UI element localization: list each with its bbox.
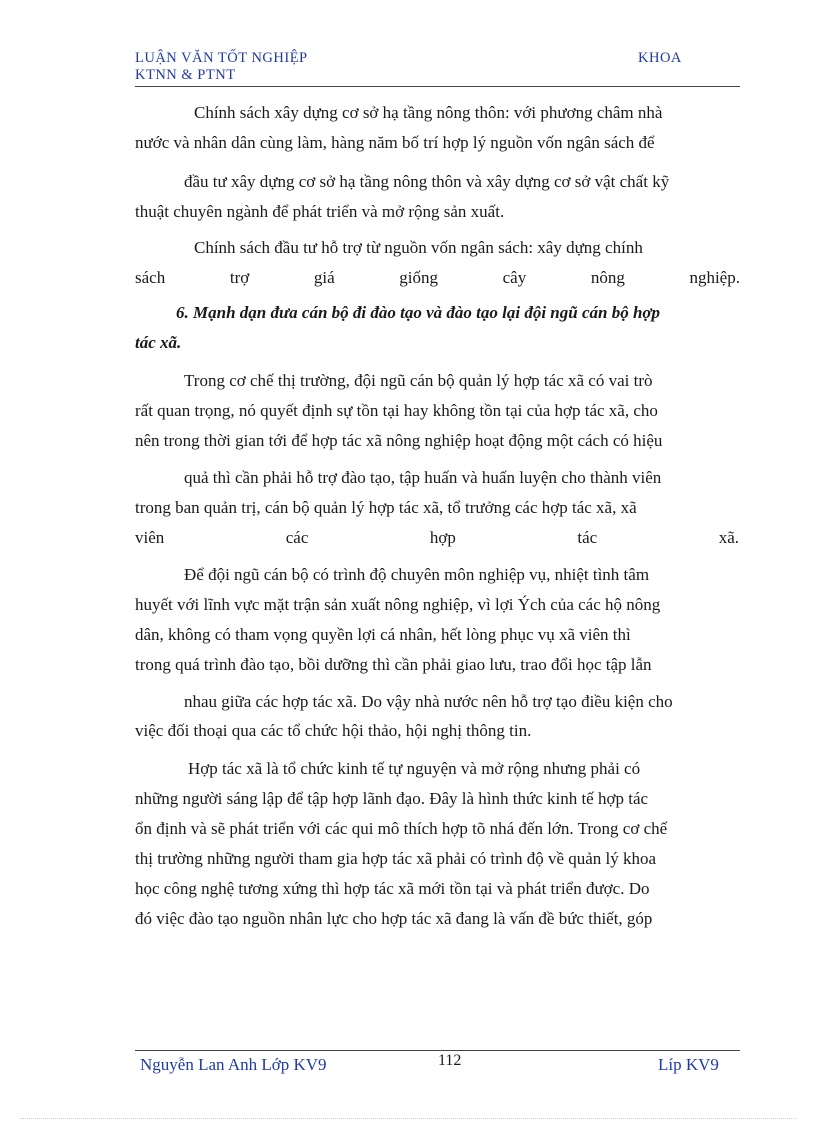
footer-class: Líp KV9 bbox=[658, 1055, 719, 1074]
section-heading: tác xã. bbox=[135, 333, 182, 352]
paragraph-line: Chính sách xây dựng cơ sở hạ tầng nông thôn: với phương châm nhà bbox=[194, 103, 663, 122]
header-right: KHOA bbox=[638, 50, 682, 66]
paragraph-line: đầu tư xây dựng cơ sở hạ tầng nông thôn và xây dựng cơ sở vật chất kỹ bbox=[184, 172, 670, 191]
justified-line bbox=[135, 268, 740, 288]
paragraph-line: Trong cơ chế thị trường, đội ngũ cán bộ quản lý hợp tác xã có vai trò bbox=[184, 371, 653, 390]
paragraph-line: trong ban quản trị, cán bộ quản lý hợp tác xã, tổ trưởng các hợp tác xã, xã bbox=[135, 498, 637, 517]
word: nông bbox=[590, 268, 625, 287]
paragraph-line: việc đối thoại qua các tổ chức hội thảo, hội nghị thông tin. bbox=[135, 721, 532, 740]
paragraph-line: nên trong thời gian tới để hợp tác xã nông nghiệp hoạt động một cách có hiệu bbox=[135, 431, 663, 450]
paragraph-line: học công nghệ tương xứng thì hợp tác xã mới tồn tại và phát triển được. Do bbox=[135, 879, 650, 898]
paragraph-line: huyết với lĩnh vực mặt trận sản xuất nông nghiệp, vì lợi Ých của các hộ nông bbox=[135, 595, 661, 614]
word: các bbox=[285, 528, 309, 547]
paragraph-line: quả thì cần phải hỗ trợ đào tạo, tập huấn và huấn luyện cho thành viên bbox=[184, 468, 662, 487]
word: xã. bbox=[718, 528, 739, 547]
paragraph-line: những người sáng lập để tập hợp lãnh đạo. Đây là hình thức kinh tế hợp tác bbox=[135, 789, 649, 808]
word: tác bbox=[577, 528, 598, 547]
paragraph-line: đó việc đào tạo nguồn nhân lực cho hợp tác xã đang là vấn đề bức thiết, góp bbox=[135, 909, 653, 928]
paragraph-line: ổn định và sẽ phát triển với các qui mô thích hợp tõ nhá đến lớn. Trong cơ chế bbox=[135, 819, 668, 838]
footer-author: Nguyễn Lan Anh Lớp KV9 bbox=[140, 1055, 327, 1074]
word: cây bbox=[502, 268, 527, 287]
header-divider bbox=[135, 86, 740, 87]
word: giống bbox=[399, 268, 438, 287]
header-title: LUẬN VĂN TỐT NGHIỆP bbox=[135, 50, 308, 66]
word: giá bbox=[313, 268, 335, 287]
paragraph-line: thuật chuyên ngành để phát triển và mở rộng sản xuất. bbox=[135, 202, 505, 221]
word: nghiệp. bbox=[689, 268, 740, 287]
paragraph-line: thị trường những người tham gia hợp tác xã phải có trình độ về quản lý khoa bbox=[135, 849, 657, 868]
paragraph-line: trong quá trình đào tạo, bồi dưỡng thì cần phải giao lưu, trao đổi học tập lẫn bbox=[135, 655, 652, 674]
word: trợ bbox=[229, 268, 250, 287]
paragraph-line: dân, không có tham vọng quyền lợi cá nhân, hết lòng phục vụ xã viên thì bbox=[135, 625, 631, 644]
paragraph-line: Hợp tác xã là tổ chức kinh tế tự nguyện và mở rộng nhưng phải có bbox=[188, 759, 641, 778]
header-subtitle: KTNN & PTNT bbox=[135, 67, 236, 83]
word: sách bbox=[135, 268, 166, 287]
paragraph-line: Chính sách đầu tư hỗ trợ từ nguồn vốn ngân sách: xây dựng chính bbox=[194, 238, 643, 257]
paragraph-line: rất quan trọng, nó quyết định sự tồn tại hay không tồn tại của hợp tác xã, cho bbox=[135, 401, 658, 420]
justified-line bbox=[135, 528, 739, 548]
page-number: 112 bbox=[438, 1052, 462, 1069]
word: viên bbox=[135, 528, 165, 547]
footer-divider bbox=[135, 1050, 740, 1051]
section-heading: 6. Mạnh dạn đưa cán bộ đi đào tạo và đào tạo lại đội ngũ cán bộ hợp bbox=[176, 303, 661, 322]
paragraph-line: nước và nhân dân cùng làm, hàng năm bố trí hợp lý nguồn vốn ngân sách để bbox=[135, 133, 655, 152]
paragraph-line: nhau giữa các hợp tác xã. Do vậy nhà nước nên hỗ trợ tạo điều kiện cho bbox=[184, 692, 673, 711]
page-edge-dotted-line bbox=[20, 1118, 796, 1119]
paragraph-line: Để đội ngũ cán bộ có trình độ chuyên môn nghiệp vụ, nhiệt tình tâm bbox=[184, 565, 650, 584]
word: hợp bbox=[429, 528, 456, 547]
